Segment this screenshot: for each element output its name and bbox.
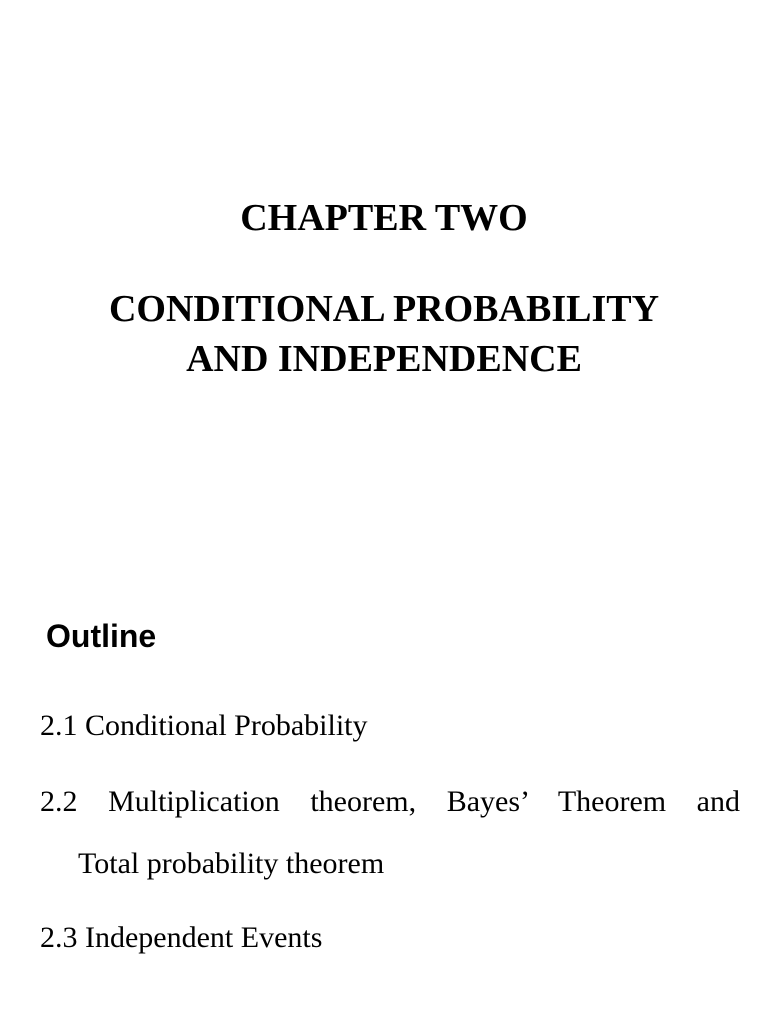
outline-heading: Outline xyxy=(46,618,157,654)
outline-item-conditional-probability xyxy=(40,702,740,750)
outline-item-text: 2.3 Independent Events xyxy=(40,921,323,954)
chapter-title-line-1: CONDITIONAL PROBABILITY xyxy=(108,288,660,330)
chapter-title xyxy=(0,284,768,384)
chapter-label: CHAPTER TWO xyxy=(240,197,528,239)
outline-item-text: 2.1 Conditional Probability xyxy=(40,709,368,742)
outline-item-text-line-2: Total probability theorem xyxy=(78,847,385,880)
outline-item-text-line-1: 2.2 Multiplication theorem, Bayes’ Theorem and xyxy=(40,785,740,818)
chapter-title-line-2: AND INDEPENDENCE xyxy=(186,338,582,380)
outline-item-multiplication-theorem xyxy=(40,778,740,888)
outline-item-independent-events xyxy=(40,914,740,962)
